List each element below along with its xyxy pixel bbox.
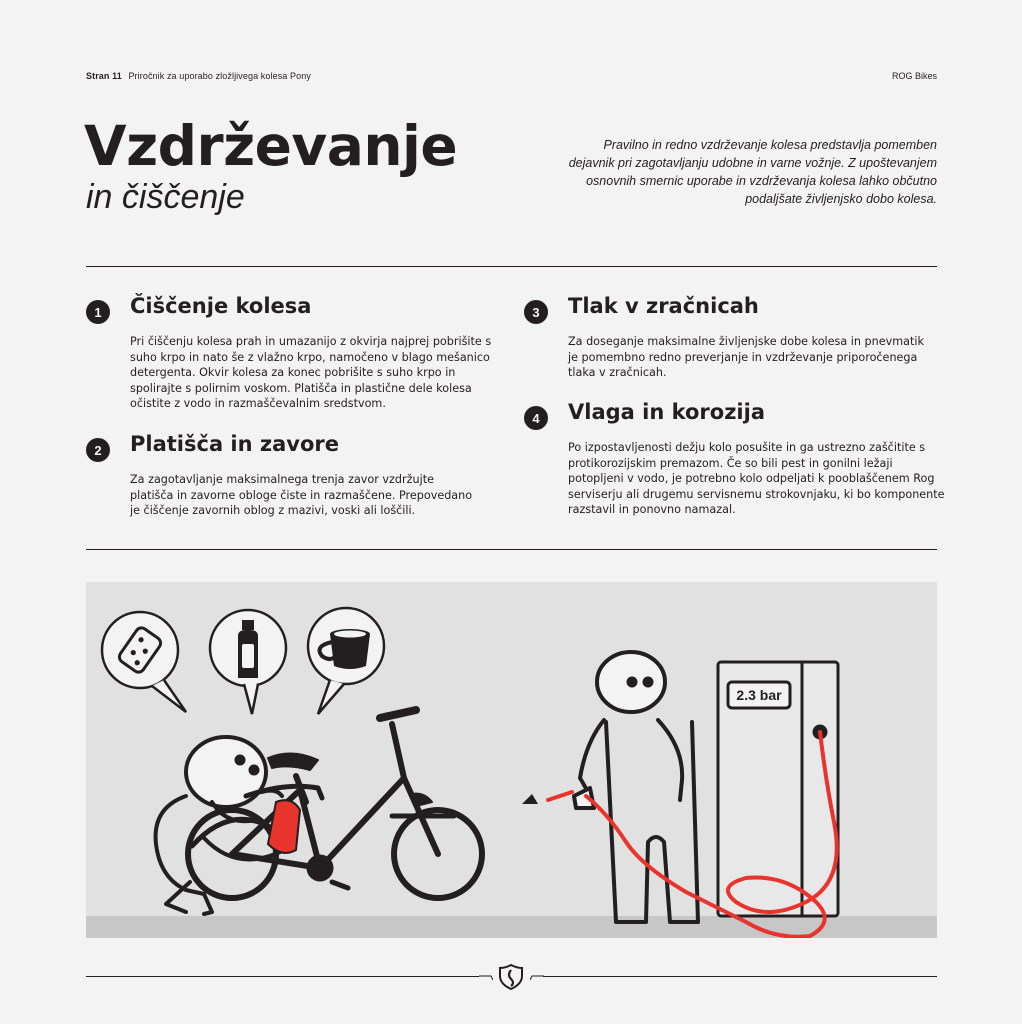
section-number: 3 bbox=[524, 300, 548, 324]
section-title: Čiščenje kolesa bbox=[130, 294, 312, 318]
cleaning-rag bbox=[268, 800, 300, 853]
page-header bbox=[86, 71, 311, 81]
divider-top bbox=[86, 266, 937, 267]
section-title: Tlak v zračnicah bbox=[568, 294, 759, 318]
section-number: 4 bbox=[524, 406, 548, 430]
pressure-label: 2.3 bar bbox=[736, 687, 782, 703]
divider-bottom bbox=[86, 549, 937, 550]
footer-arrow-left bbox=[479, 972, 493, 982]
document-title: Priročnik za uporabo zložljivega kolesa Pony bbox=[128, 71, 311, 81]
footer-line-right bbox=[543, 976, 937, 977]
section-body: Po izpostavljenosti dežju kolo posušite in ga ustrezno zaščitite s protikorozijskim premazom. Če so bili pest in gonilni ležaji potopljeni v vodo, je potrebno kolo odpeljati k pooblaščenem Rog serviserju ali drugemu servisnemu strokovnjaku, ki bo komponente razstavil in ponovno namazal. bbox=[568, 441, 945, 516]
hose-nozzle bbox=[548, 792, 572, 800]
section-number: 1 bbox=[86, 300, 110, 324]
section-title: Vlaga in korozija bbox=[568, 400, 765, 424]
section-body: Za zagotavljanje maksimalnega trenja zavor vzdržujte platišča in zavorne obloge čiste in razmaščene. Prepovedano je čiščenje zavornih oblog z mazivi, voski ali loščili. bbox=[130, 473, 473, 517]
section-title: Platišča in zavore bbox=[130, 432, 339, 456]
shield-logo-icon bbox=[496, 962, 526, 992]
standing-person bbox=[574, 652, 698, 922]
section-body: Pri čiščenju kolesa prah in umazanijo z okvirja najprej pobrišite s suho krpo in nato še z vlažno krpo, namočeno v blago mešanico detergenta. Okvir kolesa za konec pobrišite s suho krpo in spolirajte s polirnim voskom. Platišča in plastične dele kolesa očistite z vodo in razmaščevalnim sredstvom. bbox=[130, 335, 492, 410]
footer-line-left bbox=[86, 976, 479, 977]
footer-arrow-right bbox=[530, 972, 544, 982]
brand-name: ROG Bikes bbox=[891, 71, 937, 81]
intro-text: Pravilno in redno vzdrževanje kolesa predstavlja pomemben dejavnik pri zagotavljanju udobne in varne vožnje. Z upoštevanjem osnovnih smernic uporabe in vzdrževanja kolesa lahko občutno podaljšate življenjsko dobo kolesa. bbox=[568, 138, 937, 206]
section-body: Za doseganje maksimalne življenjske dobe kolesa in pnevmatik je pomembno redno preverjanje in vzdrževanje priporočenega tlaka v zračnicah. bbox=[568, 335, 924, 379]
maintenance-illustration bbox=[86, 582, 937, 938]
page-subtitle: in čiščenje bbox=[86, 178, 245, 216]
page-number: Stran 11 bbox=[86, 71, 122, 81]
section-number: 2 bbox=[86, 438, 110, 462]
nozzle-tip-icon bbox=[522, 794, 538, 804]
page-title: Vzdrževanje bbox=[84, 114, 458, 178]
illustration-svg bbox=[86, 582, 937, 938]
